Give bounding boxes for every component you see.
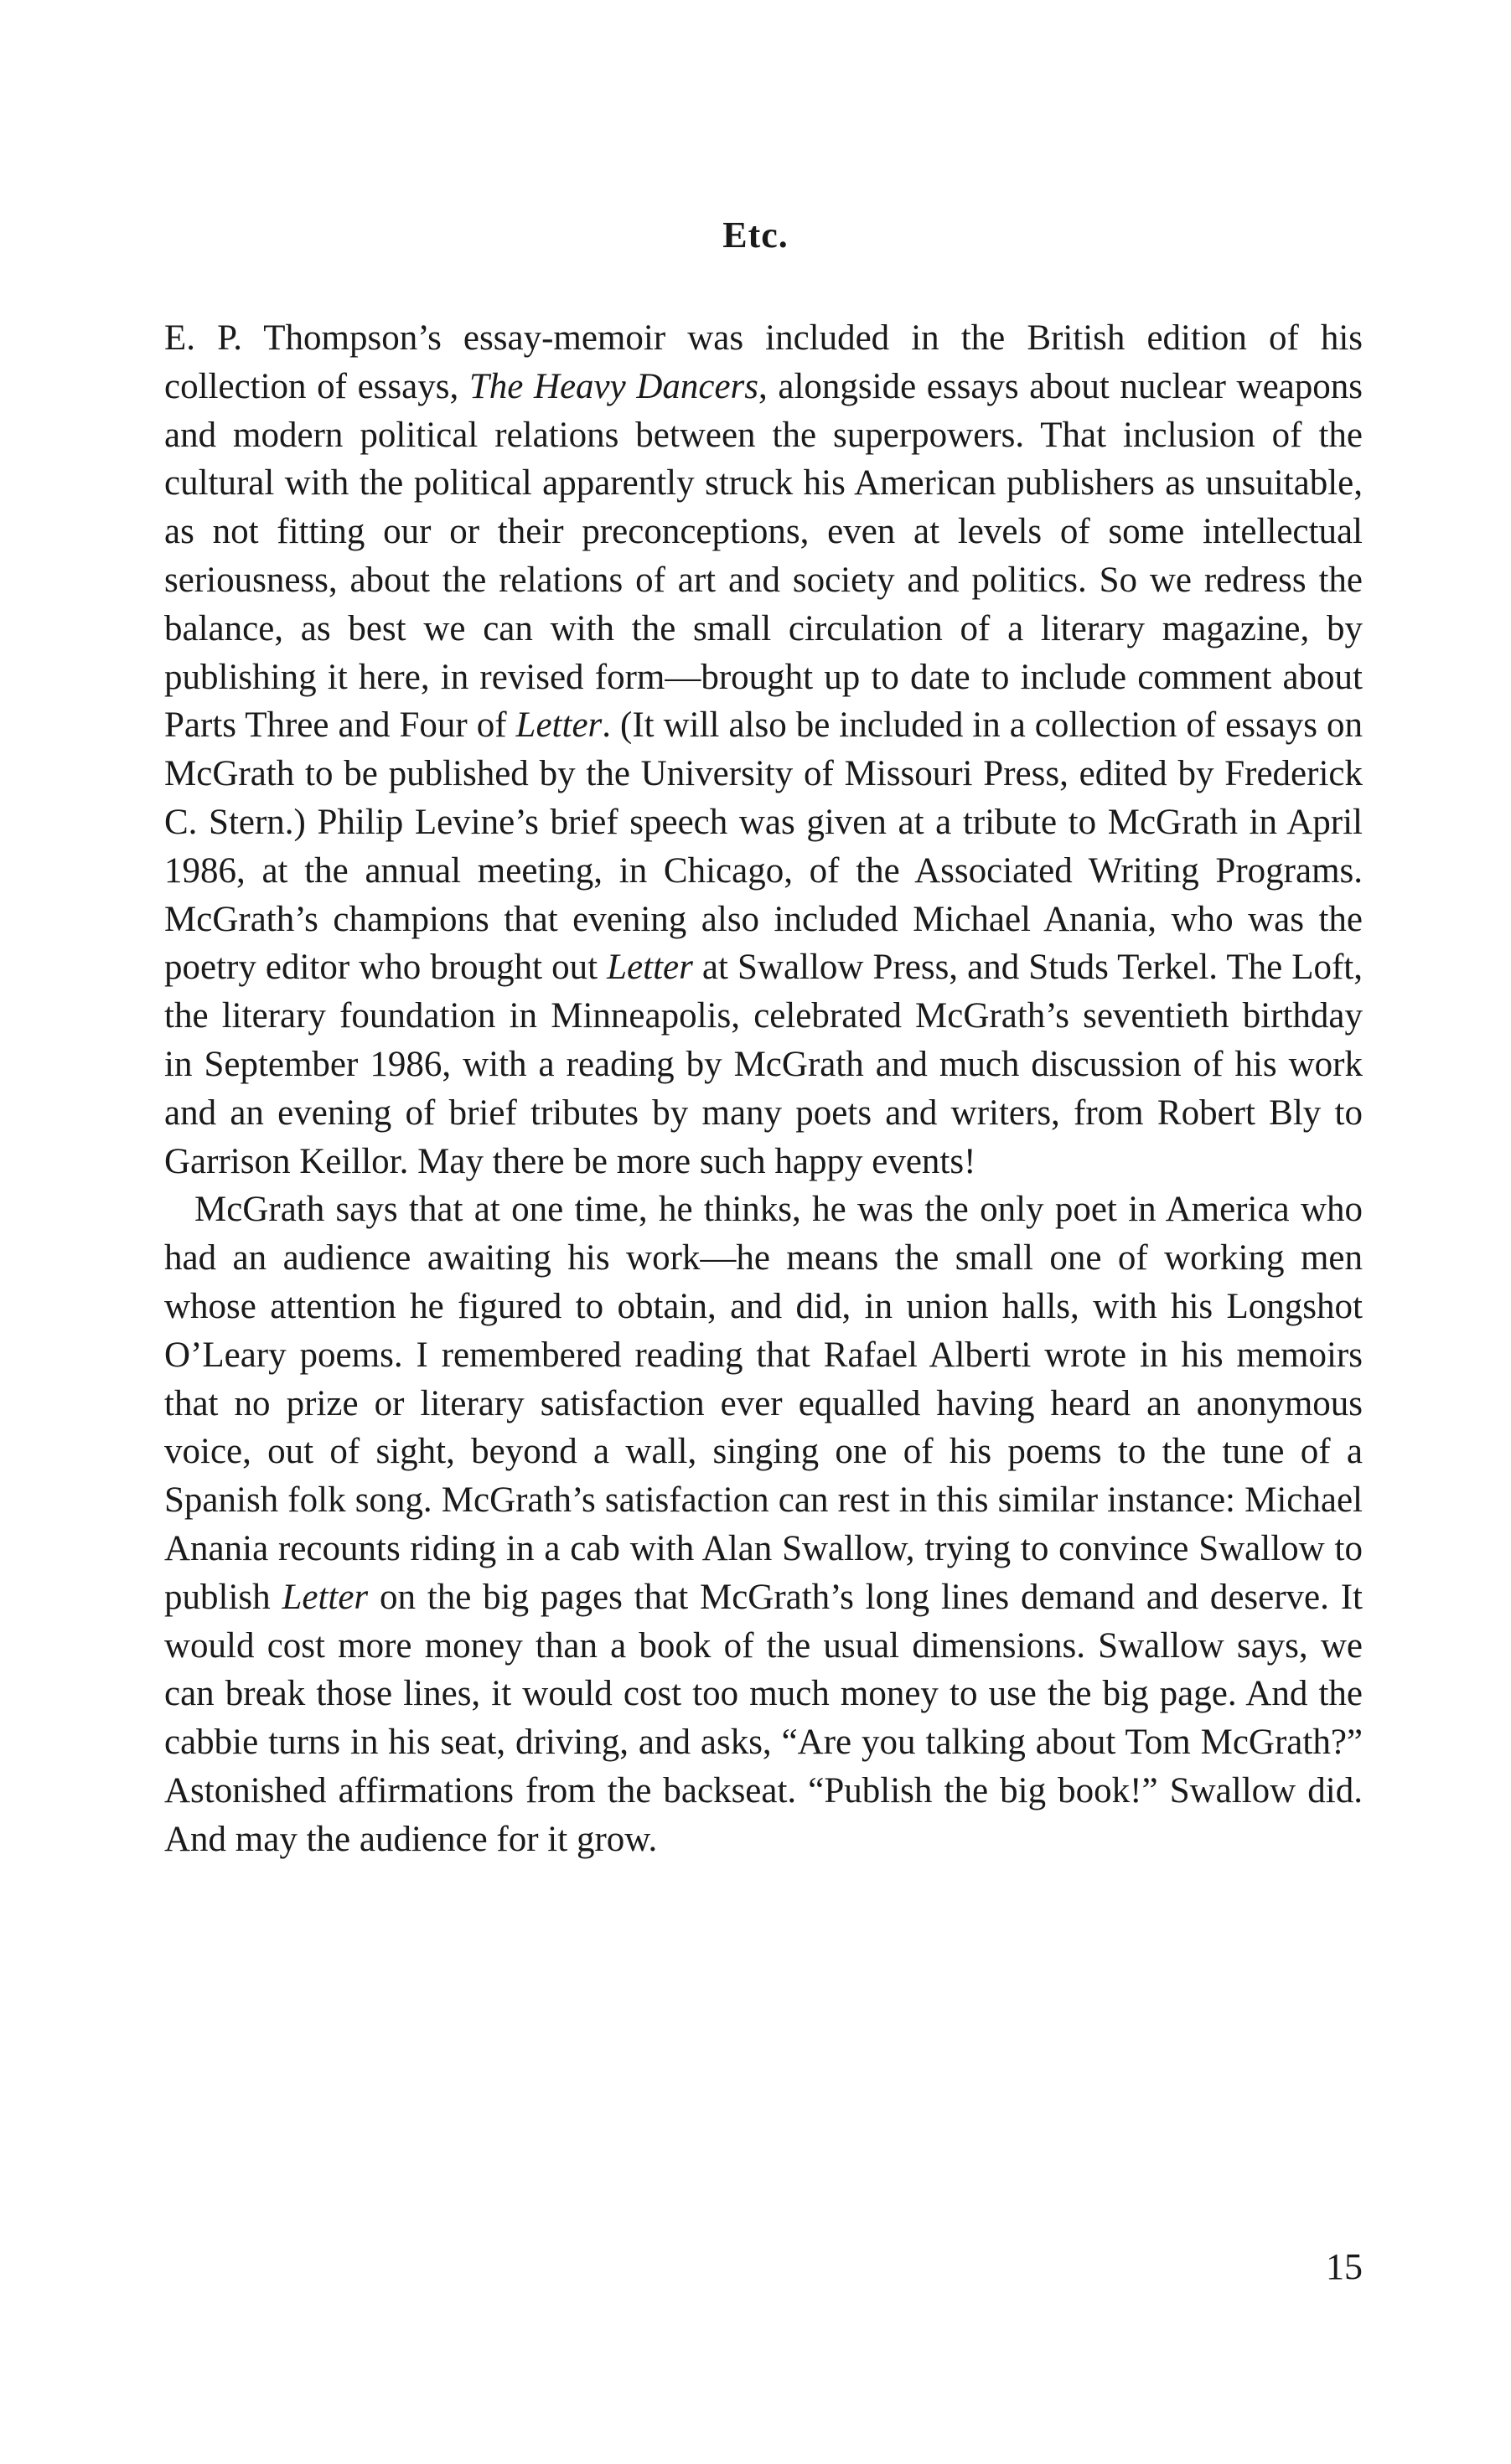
paragraph-1-text: . (It will also be included in a collection of essays on McGrath to be published by the University of Missouri Press, edited by Frederick C. Stern.) Philip Levine’s brief speech was given at a tribute to McGrath in April 1986, at the annual meeting, in Chicago, of the Associated Writing Programs. McGrath’s champions that evening also included Michael Anania, who was the poetry editor who brought out bbox=[164, 705, 1363, 988]
paragraph-1-text: E. P. Thompson’s essay-memoir was included in the British edition of his collection of essays, bbox=[164, 318, 1363, 406]
paragraph-1-text: at Swallow Press, and Studs Terkel. The Loft, the literary foundation in Minneapolis, celebrated McGrath’s seventieth birthday in September 1986, with a reading by McGrath and much discussion of his work and an evening of brief tributes by many poets and writers, from Robert Bly to Garrison Keillor. May there be more such happy events! bbox=[164, 948, 1363, 1181]
paragraph-2-text: on the big pages that McGrath’s long lines demand and deserve. It would cost more money than a book of the usual dimensions. Swallow says, we can break those lines, it would cost too much money to use the big page. And the cabbie turns in his seat, driving, and asks, “Are you talking about Tom McGrath?” Astonished affirmations from the backseat. “Publish the big book!” Swallow did. And may the audience for it grow. bbox=[164, 1577, 1363, 1859]
paragraph-2 bbox=[164, 1186, 1363, 1863]
paragraph-2-text: McGrath says that at one time, he thinks, he was the only poet in America who had an audience awaiting his work—he means the small one of working men whose attention he figured to obtain, and did, in union halls, with his Longshot O’Leary poems. I remembered reading that Rafael Alberti wrote in his memoirs that no prize or literary satisfaction ever equalled having heard an anonymous voice, out of sight, beyond a wall, singing one of his poems to the tune of a Spanish folk song. McGrath’s satisfaction can rest in this similar instance: Michael Anania recounts riding in a cab with Alan Swallow, trying to convince Swallow to publish bbox=[164, 1190, 1363, 1617]
body-text bbox=[164, 314, 1363, 1864]
book-title-letter: Letter bbox=[515, 705, 603, 746]
page-number: 15 bbox=[1326, 2246, 1363, 2287]
paragraph-1 bbox=[164, 314, 1363, 1186]
book-title-letter: Letter bbox=[607, 948, 693, 988]
paragraph-1-text: , alongside essays about nuclear weapons and modern political relations between the superpowers. That inclusion of the cultural with the political apparently struck his American publishers as unsuitable, as not fitting our or their preconceptions, even at levels of some intellectual seriousness, about the relations of art and society and politics. So we redress the balance, as best we can with the small circulation of a literary magazine, by publishing it here, in revised form—brought up to date to include comment about Parts Three and Four of bbox=[164, 366, 1363, 746]
book-title-heavy-dancers: The Heavy Dancers bbox=[468, 366, 759, 406]
book-title-letter: Letter bbox=[282, 1577, 369, 1617]
section-title: Etc. bbox=[722, 214, 789, 256]
